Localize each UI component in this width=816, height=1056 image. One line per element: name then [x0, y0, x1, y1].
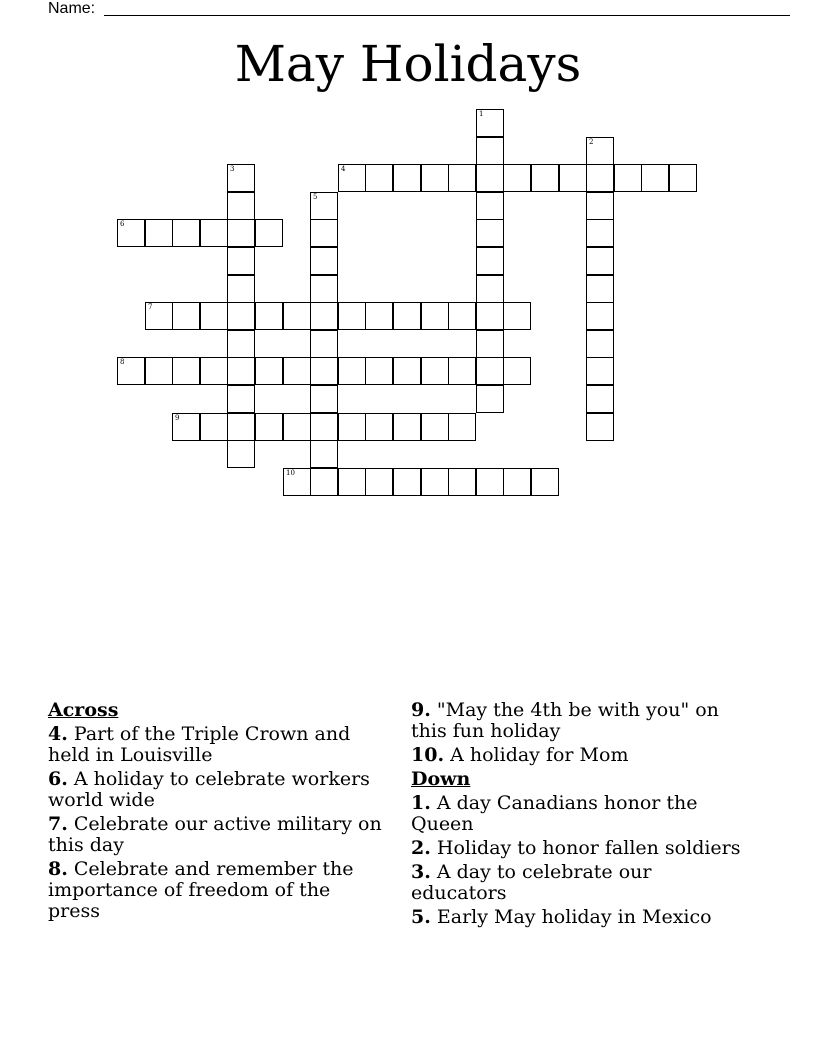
grid-cell[interactable] [586, 357, 614, 385]
cell-number: 9 [175, 414, 180, 422]
grid-cell[interactable] [476, 302, 504, 330]
grid-cell[interactable] [476, 219, 504, 247]
grid-cell[interactable] [503, 302, 531, 330]
grid-cell[interactable] [200, 219, 228, 247]
clue-text: A holiday for Mom [444, 744, 629, 766]
clue-text: Celebrate our active military on this day [48, 813, 382, 856]
grid-cell[interactable] [227, 330, 255, 358]
grid-cell[interactable] [393, 357, 421, 385]
grid-cell[interactable] [531, 468, 559, 496]
clue-number: 10. [411, 744, 445, 766]
grid-cell[interactable] [476, 164, 504, 192]
grid-cell[interactable] [586, 137, 614, 165]
grid-cell[interactable] [476, 468, 504, 496]
grid-cell[interactable] [338, 468, 366, 496]
cell-number: 10 [286, 469, 295, 477]
grid-cell[interactable] [476, 330, 504, 358]
clue-down-1 [411, 793, 751, 835]
grid-cell[interactable] [283, 413, 311, 441]
grid-cell[interactable] [421, 468, 449, 496]
grid-cell[interactable] [255, 219, 283, 247]
grid-cell[interactable] [145, 357, 173, 385]
grid-cell[interactable] [117, 219, 145, 247]
grid-cell[interactable] [448, 468, 476, 496]
clue-down-3 [411, 862, 751, 904]
grid-cell[interactable] [338, 164, 366, 192]
grid-cell[interactable] [310, 247, 338, 275]
clue-down-2 [411, 838, 751, 859]
clue-down-5 [411, 907, 751, 928]
grid-cell[interactable] [393, 413, 421, 441]
grid-cell[interactable] [283, 302, 311, 330]
grid-cell[interactable] [476, 247, 504, 275]
grid-cell[interactable] [227, 440, 255, 468]
grid-cell[interactable] [255, 357, 283, 385]
clue-number: 7. [48, 813, 68, 835]
grid-cell[interactable] [365, 413, 393, 441]
grid-cell[interactable] [448, 413, 476, 441]
clue-text: Part of the Triple Crown and held in Louisville [48, 723, 351, 766]
grid-cell[interactable] [227, 164, 255, 192]
grid-cell[interactable] [365, 302, 393, 330]
grid-cell[interactable] [310, 330, 338, 358]
clue-number: 8. [48, 858, 68, 880]
across-heading: Across [48, 699, 119, 721]
grid-cell[interactable] [117, 357, 145, 385]
grid-cell[interactable] [283, 357, 311, 385]
grid-cell[interactable] [448, 357, 476, 385]
grid-cell[interactable] [421, 302, 449, 330]
grid-cell[interactable] [586, 413, 614, 441]
grid-cell[interactable] [531, 164, 559, 192]
grid-cell[interactable] [227, 413, 255, 441]
grid-cell[interactable] [310, 385, 338, 413]
grid-cell[interactable] [145, 219, 173, 247]
grid-cell[interactable] [641, 164, 669, 192]
cell-number: 4 [341, 165, 346, 173]
grid-cell[interactable] [421, 164, 449, 192]
clue-text: Celebrate and remember the importance of freedom of the press [48, 858, 354, 922]
grid-cell[interactable] [338, 302, 366, 330]
grid-cell[interactable] [393, 302, 421, 330]
grid-cell[interactable] [365, 164, 393, 192]
clue-across-4 [48, 724, 386, 766]
cell-number: 6 [120, 220, 125, 228]
clue-text: Holiday to honor fallen soldiers [430, 837, 741, 859]
clue-across-8 [48, 859, 386, 922]
grid-cell[interactable] [310, 275, 338, 303]
clue-text: A day to celebrate our educators [411, 861, 652, 904]
clue-number: 3. [411, 861, 431, 883]
clue-text: A holiday to celebrate workers world wide [48, 768, 370, 811]
grid-cell[interactable] [172, 302, 200, 330]
grid-cell[interactable] [172, 357, 200, 385]
clue-text: Early May holiday in Mexico [430, 906, 712, 928]
grid-cell[interactable] [669, 164, 697, 192]
grid-cell[interactable] [255, 302, 283, 330]
grid-cell[interactable] [310, 219, 338, 247]
grid-cell[interactable] [310, 192, 338, 220]
grid-cell[interactable] [227, 219, 255, 247]
clue-number: 4. [48, 723, 68, 745]
clue-number: 1. [411, 792, 431, 814]
cell-number: 8 [120, 358, 125, 366]
cell-number: 3 [230, 165, 235, 173]
grid-cell[interactable] [172, 219, 200, 247]
grid-cell[interactable] [310, 302, 338, 330]
grid-cell[interactable] [172, 413, 200, 441]
grid-cell[interactable] [448, 164, 476, 192]
cell-number: 2 [589, 138, 594, 146]
grid-cell[interactable] [586, 192, 614, 220]
grid-cell[interactable] [421, 357, 449, 385]
grid-cell[interactable] [586, 164, 614, 192]
clue-number: 6. [48, 768, 68, 790]
clue-across-9 [411, 700, 751, 742]
grid-cell[interactable] [227, 302, 255, 330]
clue-number: 5. [411, 906, 431, 928]
clue-across-10 [411, 745, 751, 766]
clue-text: "May the 4th be with you" on this fun holiday [411, 699, 719, 742]
grid-cell[interactable] [421, 413, 449, 441]
grid-cell[interactable] [503, 164, 531, 192]
page-title: May Holidays [234, 35, 582, 93]
grid-cell[interactable] [200, 357, 228, 385]
clues-column-left [48, 700, 386, 925]
crossword-grid [0, 0, 816, 520]
grid-cell[interactable] [310, 440, 338, 468]
grid-cell[interactable] [476, 109, 504, 137]
grid-cell[interactable] [310, 357, 338, 385]
grid-cell[interactable] [393, 164, 421, 192]
grid-cell[interactable] [586, 302, 614, 330]
grid-cell[interactable] [586, 219, 614, 247]
grid-cell[interactable] [145, 302, 173, 330]
grid-cell[interactable] [310, 468, 338, 496]
cell-number: 1 [479, 110, 484, 118]
name-label: Name: [48, 0, 96, 17]
grid-cell[interactable] [283, 468, 311, 496]
grid-cell[interactable] [448, 302, 476, 330]
grid-cell[interactable] [365, 357, 393, 385]
grid-cell[interactable] [393, 468, 421, 496]
grid-cell[interactable] [227, 357, 255, 385]
grid-cell[interactable] [503, 357, 531, 385]
clues-column-right [411, 700, 751, 931]
grid-cell[interactable] [586, 385, 614, 413]
grid-cell[interactable] [338, 357, 366, 385]
cell-number: 7 [148, 303, 153, 311]
grid-cell[interactable] [227, 247, 255, 275]
grid-cell[interactable] [310, 413, 338, 441]
down-heading: Down [411, 768, 471, 790]
grid-cell[interactable] [559, 164, 587, 192]
grid-cell[interactable] [227, 192, 255, 220]
cell-number: 5 [313, 193, 318, 201]
grid-cell[interactable] [476, 275, 504, 303]
grid-cell[interactable] [255, 413, 283, 441]
grid-cell[interactable] [200, 302, 228, 330]
grid-cell[interactable] [586, 330, 614, 358]
clue-across-6 [48, 769, 386, 811]
grid-cell[interactable] [338, 413, 366, 441]
grid-cell[interactable] [476, 357, 504, 385]
grid-cell[interactable] [503, 468, 531, 496]
clue-number: 9. [411, 699, 431, 721]
grid-cell[interactable] [586, 275, 614, 303]
grid-cell[interactable] [200, 413, 228, 441]
clue-across-7 [48, 814, 386, 856]
grid-cell[interactable] [614, 164, 642, 192]
grid-cell[interactable] [476, 192, 504, 220]
grid-cell[interactable] [365, 468, 393, 496]
grid-cell[interactable] [476, 385, 504, 413]
grid-cell[interactable] [227, 275, 255, 303]
grid-cell[interactable] [227, 385, 255, 413]
grid-cell[interactable] [586, 247, 614, 275]
clue-number: 2. [411, 837, 431, 859]
clue-text: A day Canadians honor the Queen [411, 792, 698, 835]
grid-cell[interactable] [476, 137, 504, 165]
